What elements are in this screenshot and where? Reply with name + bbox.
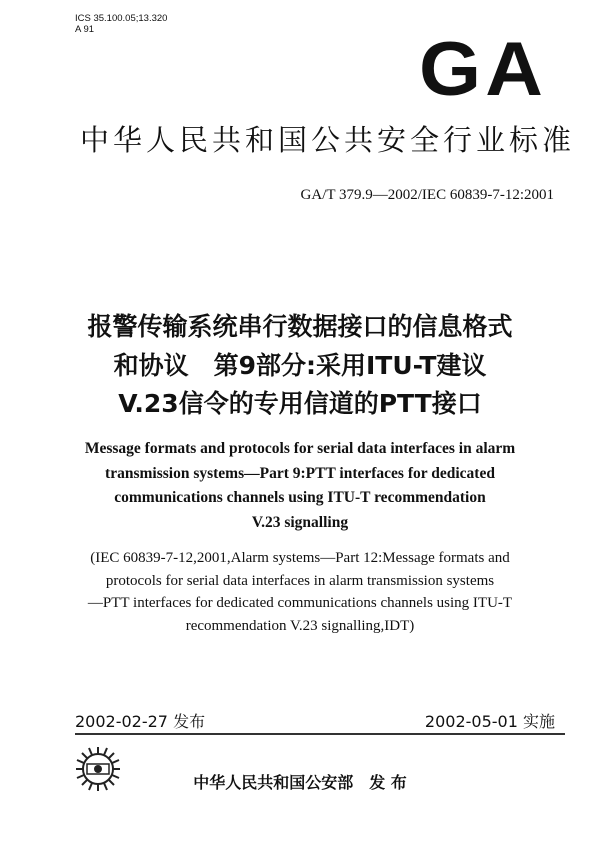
note-line: protocols for serial data interfaces in alarm transmission systems [105, 572, 495, 589]
ics-code: ICS 35.100.05;13.320 [75, 13, 168, 24]
idt-note [0, 547, 600, 637]
ccs-code: A 91 [75, 24, 95, 35]
standard-title: 中华人民共和国公共安全行业标准 [80, 123, 576, 157]
note-line: (IEC 60839-7-12,2001,Alarm systems—Part 12:Message formats and [90, 550, 510, 566]
ga-logo: GA [418, 27, 548, 112]
english-title [0, 437, 600, 535]
publisher: 中华人民共和国公安部 发 布 [193, 773, 407, 792]
title-line: 和协议 第9部分:采用ITU-T建议 [113, 350, 487, 380]
title-line: Message formats and protocols for serial data interfaces in alarm [84, 440, 516, 457]
note-line: recommendation V.23 signalling,IDT) [185, 617, 415, 634]
classification-codes [75, 13, 167, 35]
chinese-title [0, 308, 600, 424]
note-line: —PTT interfaces for dedicated communications channels using ITU-T [87, 595, 513, 611]
title-line: V.23信令的专用信道的PTT接口 [118, 389, 482, 418]
standard-code: GA/T 379.9—2002/IEC 60839-7-12:2001 [300, 187, 554, 203]
title-line: communications channels using ITU-T recommendation [114, 489, 486, 506]
issue-date: 2002-02-27 发布 [75, 712, 206, 731]
divider [75, 733, 565, 735]
implementation-date: 2002-05-01 实施 [424, 712, 555, 731]
title-line: V.23 signalling [251, 513, 349, 531]
title-line: 报警传输系统串行数据接口的信息格式 [87, 312, 513, 341]
title-line: transmission systems—Part 9:PTT interfaces for dedicated [105, 464, 495, 482]
